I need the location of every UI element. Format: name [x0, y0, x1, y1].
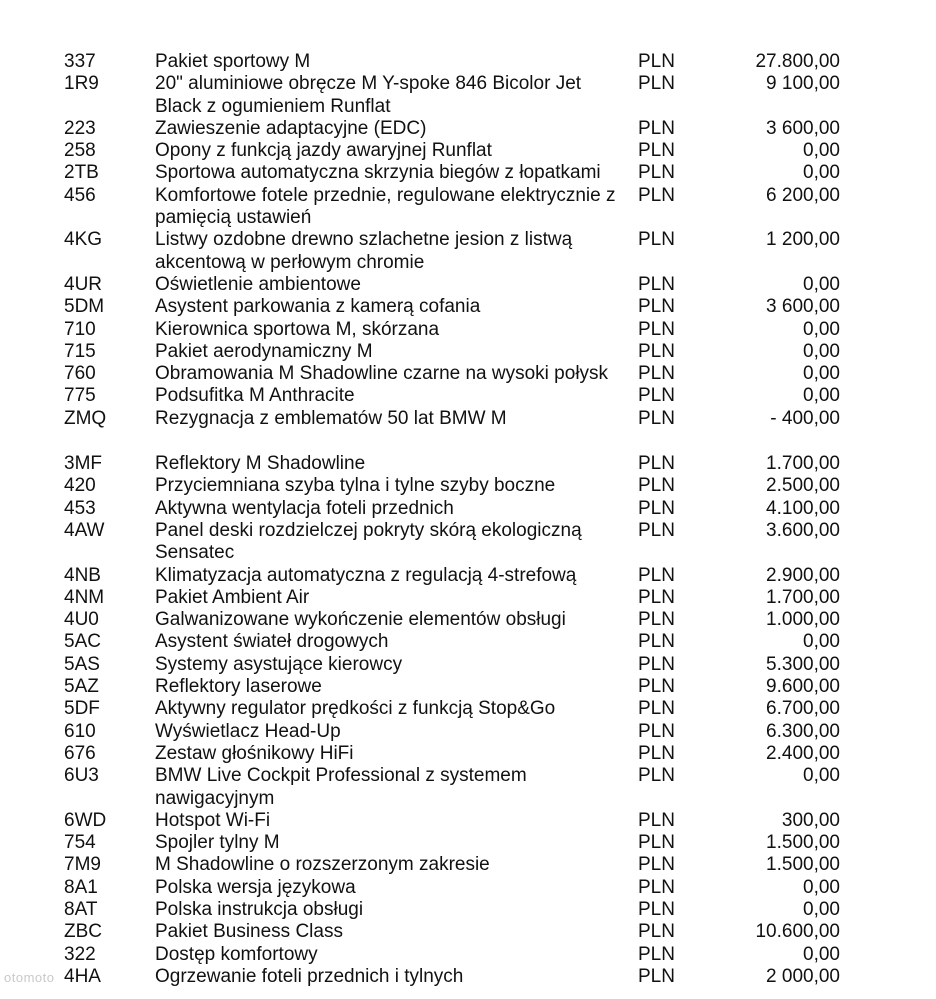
option-price: 2 000,00	[766, 965, 840, 987]
option-row	[0, 609, 936, 631]
option-currency: PLN	[638, 497, 675, 519]
option-code: 7M9	[64, 854, 101, 876]
option-description: Sportowa automatyczna skrzynia biegów z łopatkami	[155, 162, 601, 184]
option-price: 0,00	[803, 162, 840, 184]
option-description: Komfortowe fotele przednie, regulowane elektrycznie z pamięcią ustawień	[155, 184, 616, 229]
option-currency: PLN	[638, 229, 675, 251]
option-code: 5DM	[64, 296, 105, 318]
option-code: ZBC	[64, 921, 102, 943]
option-code: 5AZ	[64, 676, 99, 698]
option-currency: PLN	[638, 676, 675, 698]
option-row	[0, 944, 936, 966]
option-currency: PLN	[638, 698, 675, 720]
option-description: Rezygnacja z emblematów 50 lat BMW M	[155, 407, 507, 429]
option-price: 0,00	[803, 140, 840, 162]
option-row	[0, 765, 936, 810]
option-description: 20" aluminiowe obręcze M Y-spoke 846 Bicolor Jet Black z ogumieniem Runflat	[155, 73, 582, 117]
option-code: 5AC	[64, 631, 101, 653]
option-row	[0, 475, 936, 497]
option-description: Pakiet Ambient Air	[155, 586, 310, 608]
option-description: Zestaw głośnikowy HiFi	[155, 742, 354, 764]
option-currency: PLN	[638, 631, 675, 653]
option-row	[0, 51, 936, 73]
option-currency: PLN	[638, 720, 675, 742]
option-code: 5DF	[64, 698, 100, 720]
option-code: 4U0	[64, 609, 99, 631]
option-currency: PLN	[638, 943, 675, 965]
option-code: 4AW	[64, 519, 105, 541]
option-row	[0, 274, 936, 296]
option-row	[0, 363, 936, 385]
option-row	[0, 520, 936, 565]
option-currency: PLN	[638, 117, 675, 139]
option-code: 5AS	[64, 653, 100, 675]
option-code: 676	[64, 742, 96, 764]
option-currency: PLN	[638, 318, 675, 340]
option-description: Obramowania M Shadowline czarne na wysoki połysk	[155, 363, 609, 385]
option-code: 760	[64, 363, 96, 385]
option-row	[0, 453, 936, 475]
option-price: 1.000,00	[766, 609, 840, 631]
option-price: 3 600,00	[766, 296, 840, 318]
option-currency: PLN	[638, 809, 675, 831]
option-description: Podsufitka M Anthracite	[155, 385, 355, 407]
option-description: Systemy asystujące kierowcy	[155, 653, 403, 675]
option-row	[0, 565, 936, 587]
option-price: 5.300,00	[766, 653, 840, 675]
option-description: Spojler tylny M	[155, 832, 280, 854]
option-description: Asystent parkowania z kamerą cofania	[155, 296, 481, 318]
option-row	[0, 877, 936, 899]
option-row	[0, 654, 936, 676]
option-currency: PLN	[638, 296, 675, 318]
option-currency: PLN	[638, 898, 675, 920]
option-row	[0, 229, 936, 274]
option-code: 4HA	[64, 965, 101, 987]
option-currency: PLN	[638, 564, 675, 586]
option-currency: PLN	[638, 140, 675, 162]
option-price: 1.700,00	[766, 453, 840, 475]
option-currency: PLN	[638, 832, 675, 854]
option-currency: PLN	[638, 519, 675, 541]
option-price: 4.100,00	[766, 497, 840, 519]
option-code: ZMQ	[64, 407, 107, 429]
option-currency: PLN	[638, 609, 675, 631]
option-code: 337	[64, 51, 96, 72]
option-currency: PLN	[638, 363, 675, 385]
option-row	[0, 899, 936, 921]
option-code: 610	[64, 720, 96, 742]
option-description: Asystent świateł drogowych	[155, 631, 389, 653]
option-description: M Shadowline o rozszerzonym zakresie	[155, 854, 490, 876]
option-description: Aktywna wentylacja foteli przednich	[155, 497, 454, 519]
option-price: 0,00	[803, 943, 840, 965]
option-row	[0, 698, 936, 720]
option-row	[0, 921, 936, 943]
option-price: 3 600,00	[766, 117, 840, 139]
option-price: 9.600,00	[766, 676, 840, 698]
option-price: 2.900,00	[766, 564, 840, 586]
option-description: Aktywny regulator prędkości z funkcją Stop&Go	[155, 698, 556, 720]
option-list	[0, 51, 936, 988]
option-price: 9 100,00	[766, 73, 840, 95]
option-row	[0, 341, 936, 363]
option-row	[0, 631, 936, 653]
option-description: Polska wersja językowa	[155, 876, 356, 898]
option-description: Pakiet aerodynamiczny M	[155, 340, 373, 362]
option-price: 0,00	[803, 876, 840, 898]
option-code: 223	[64, 117, 96, 139]
option-code: 8A1	[64, 876, 98, 898]
option-currency: PLN	[638, 475, 675, 497]
option-description: Dostęp komfortowy	[155, 943, 318, 965]
option-row	[0, 743, 936, 765]
option-price: 10.600,00	[755, 921, 840, 943]
option-code: 1R9	[64, 73, 99, 95]
option-code: 4NB	[64, 564, 101, 586]
option-code: 754	[64, 832, 96, 854]
option-price: 0,00	[803, 765, 840, 787]
option-description: Kierownica sportowa M, skórzana	[155, 318, 440, 340]
option-price: 0,00	[803, 385, 840, 407]
option-currency: PLN	[638, 765, 675, 787]
option-code: 3MF	[64, 453, 102, 475]
option-description: Pakiet Business Class	[155, 921, 343, 943]
option-row	[0, 385, 936, 407]
option-currency: PLN	[638, 184, 675, 206]
option-price: 0,00	[803, 631, 840, 653]
option-row	[0, 140, 936, 162]
option-code: 4KG	[64, 229, 103, 251]
option-code: 6WD	[64, 809, 107, 831]
option-price: 0,00	[803, 340, 840, 362]
option-price: 2.400,00	[766, 742, 840, 764]
option-currency: PLN	[638, 453, 675, 475]
option-code: 258	[64, 140, 96, 162]
option-price: 1 200,00	[766, 229, 840, 251]
option-row	[0, 118, 936, 140]
option-price: - 400,00	[770, 407, 840, 429]
option-row	[0, 498, 936, 520]
option-description: Listwy ozdobne drewno szlachetne jesion z listwą akcentową w perłowym chromie	[155, 229, 573, 273]
option-price: 6.700,00	[766, 698, 840, 720]
option-row	[0, 810, 936, 832]
option-description: Hotspot Wi-Fi	[155, 809, 271, 831]
option-price: 6.300,00	[766, 720, 840, 742]
option-price: 27.800,00	[755, 51, 840, 72]
option-price: 1.500,00	[766, 854, 840, 876]
option-price: 3.600,00	[766, 519, 840, 541]
option-code: 6U3	[64, 765, 99, 787]
group-spacer	[0, 430, 936, 453]
option-price: 0,00	[803, 318, 840, 340]
option-row	[0, 587, 936, 609]
option-currency: PLN	[638, 876, 675, 898]
option-currency: PLN	[638, 385, 675, 407]
option-price: 0,00	[803, 898, 840, 920]
option-row	[0, 296, 936, 318]
option-code: 453	[64, 497, 96, 519]
option-currency: PLN	[638, 340, 675, 362]
option-code: 420	[64, 475, 96, 497]
option-description: Klimatyzacja automatyczna z regulacją 4-strefową	[155, 564, 577, 586]
option-currency: PLN	[638, 653, 675, 675]
option-description: Opony z funkcją jazdy awaryjnej Runflat	[155, 140, 492, 162]
option-price: 6 200,00	[766, 184, 840, 206]
option-code: 8AT	[64, 898, 98, 920]
option-description: Ogrzewanie foteli przednich i tylnych	[155, 965, 464, 987]
option-code: 715	[64, 340, 96, 362]
option-currency: PLN	[638, 273, 675, 295]
option-description: Pakiet sportowy M	[155, 51, 311, 72]
option-description: Reflektory laserowe	[155, 676, 322, 698]
option-code: 4UR	[64, 273, 103, 295]
option-code: 775	[64, 385, 96, 407]
option-row	[0, 721, 936, 743]
option-price: 1.700,00	[766, 586, 840, 608]
option-description: BMW Live Cockpit Professional z systemem nawigacyjnym	[155, 765, 527, 809]
option-code: 4NM	[64, 586, 105, 608]
option-row	[0, 319, 936, 341]
option-price: 2.500,00	[766, 475, 840, 497]
option-currency: PLN	[638, 965, 675, 987]
option-row	[0, 676, 936, 698]
option-row	[0, 408, 936, 430]
option-row	[0, 185, 936, 230]
option-description: Reflektory M Shadowline	[155, 453, 366, 475]
option-row	[0, 832, 936, 854]
option-row	[0, 162, 936, 184]
option-description: Przyciemniana szyba tylna i tylne szyby boczne	[155, 475, 556, 497]
option-row	[0, 966, 936, 988]
option-description: Panel deski rozdzielczej pokryty skórą ekologiczną Sensatec	[155, 519, 582, 564]
option-price: 0,00	[803, 273, 840, 295]
option-currency: PLN	[638, 921, 675, 943]
option-description: Wyświetlacz Head-Up	[155, 720, 341, 742]
option-code: 2TB	[64, 162, 99, 184]
option-code: 456	[64, 184, 96, 206]
option-description: Polska instrukcja obsługi	[155, 898, 364, 920]
option-description: Zawieszenie adaptacyjne (EDC)	[155, 117, 427, 139]
option-description: Galwanizowane wykończenie elementów obsługi	[155, 609, 566, 631]
option-currency: PLN	[638, 51, 675, 72]
option-description: Oświetlenie ambientowe	[155, 273, 361, 295]
option-currency: PLN	[638, 586, 675, 608]
option-currency: PLN	[638, 162, 675, 184]
option-currency: PLN	[638, 742, 675, 764]
option-price: 300,00	[781, 809, 840, 831]
watermark: otomoto	[4, 970, 55, 985]
option-currency: PLN	[638, 73, 675, 95]
option-price: 0,00	[803, 363, 840, 385]
option-row	[0, 73, 936, 118]
option-code: 710	[64, 318, 96, 340]
option-currency: PLN	[638, 407, 675, 429]
option-price: 1.500,00	[766, 832, 840, 854]
option-row	[0, 854, 936, 876]
option-code: 322	[64, 943, 96, 965]
option-currency: PLN	[638, 854, 675, 876]
